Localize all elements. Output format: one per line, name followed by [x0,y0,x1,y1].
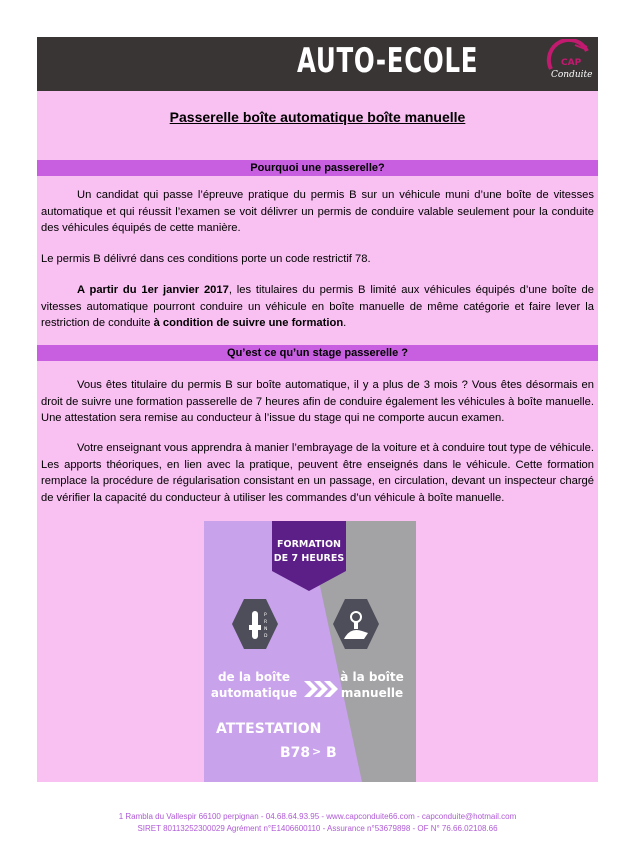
formation-infographic [204,521,416,782]
badge-line-2: DE 7 HEURES [273,553,345,564]
paragraph-titulaire: Vous êtes titulaire du permis B sur boîte automatique, il y a plus de 3 mois ? Vous êtes désormais en droit de suivre une formation passerelle de 7 heures afin de conduire également les véhicules à boîte manuelle. Une attestation sera remise au conducteur à l’issue du stage qui ne comporte aucun examen. [41,379,594,424]
logo-word-cap: CAP [561,58,582,68]
attestation-label: ATTESTATION [216,721,322,737]
footer-registration: SIRET 80113252300029 Agrément n°E1406600110 - Assurance n°53679898 - OF N° 76.66.02108.66 [137,824,498,833]
brand-title: AUTO-ECOLE [297,41,479,81]
section-heading-stage: Qu’est ce qu’un stage passerelle ? [37,345,598,361]
svg-text:N: N [264,627,268,632]
page-title: Passerelle boîte automatique boîte manuelle [169,109,466,125]
header-banner [37,37,598,91]
code-to: B [326,745,337,761]
badge-line-1: FORMATION [277,539,341,550]
bold-date: A partir du 1er janvier 2017 [77,284,229,296]
left-label-line-2: automatique [210,686,298,700]
bold-condition: à condition de suivre une formation [153,317,344,329]
svg-text:R: R [264,620,268,625]
paragraph-enseignant: Votre enseignant vous apprendra à manier l’embrayage de la voiture et à conduire tout type de véhicule. Les apports théoriques, en lien avec la pratique, peuvent être enseignés dans le véhicule. Cette formation remplace la procédure de régularisation consistant en un passage, en circulation, devant un inspecteur chargé de vérifier la capacité du conducteur à utiliser les commandes d’un véhicule à boîte manuelle. [41,442,594,504]
svg-text:D: D [264,634,268,639]
svg-text:P: P [264,613,267,618]
code-arrow-icon: > [312,745,322,758]
right-label-line-1: à la boîte [340,670,404,684]
paragraph-janvier-2017 [41,282,594,332]
footer-address: 1 Rambla du Vallespir 66100 perpignan - 04.68.64.93.95 - www.capconduite66.com - capconduite@hotmail.com [118,812,517,821]
text-end: . [343,317,347,329]
right-label-line-2: manuelle [340,686,404,700]
paragraph-code-78: Le permis B délivré dans ces conditions porte un code restrictif 78. [41,253,371,265]
paragraph-candidat: Un candidat qui passe l’épreuve pratique du permis B sur un véhicule muni d’une boîte de vitesses automatique et qui réussit l’examen se voit délivrer un permis de conduire valable seulement pour la conduite des véhicules équipés de cette manière. [41,189,594,234]
text-mid: , les titulaires du permis B limité aux véhicules équipés d’une boîte de vitesses automatique pourront conduire un véhicule en boîte manuelle de même catégorie et faire lever la restriction de conduite [41,284,594,329]
logo-word-conduite: Conduite [551,70,593,80]
document-page [37,37,598,782]
code-from: B78 [280,745,311,761]
cap-conduite-logo [545,39,593,87]
section-heading-pourquoi: Pourquoi une passerelle? [37,160,598,176]
left-label-line-1: de la boîte [217,670,291,684]
